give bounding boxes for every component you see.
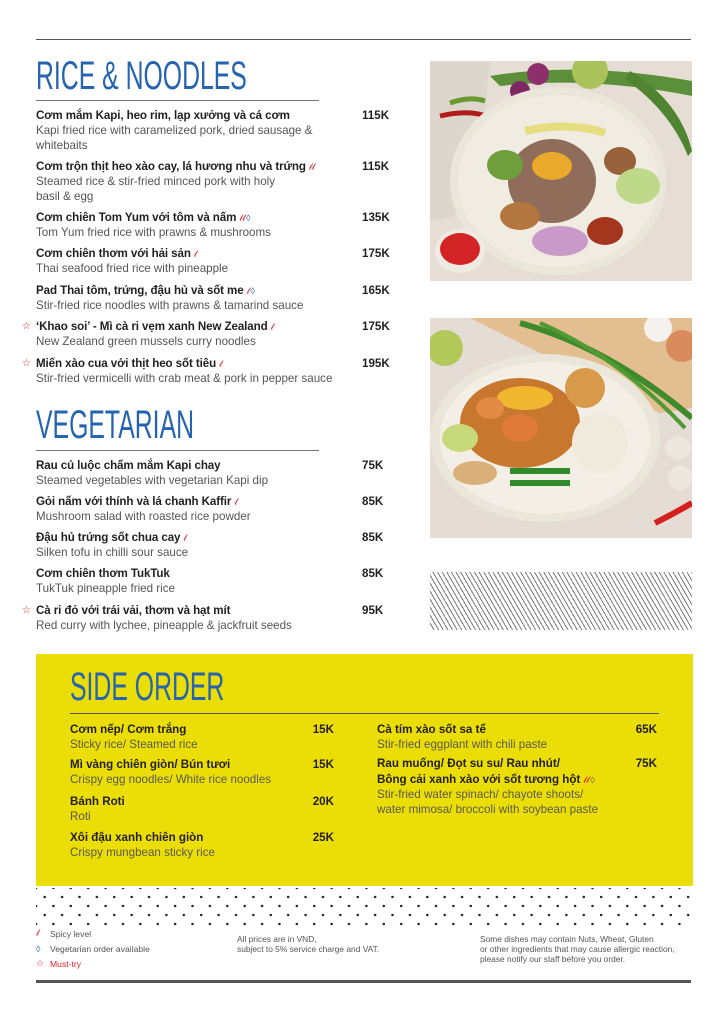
star-icon: ☆ bbox=[22, 605, 31, 616]
menu-item bbox=[22, 357, 396, 386]
top-divider bbox=[36, 39, 691, 40]
item-price: 75K bbox=[362, 459, 384, 472]
chili-icon: 𝓁 bbox=[234, 497, 238, 507]
item-price: 115K bbox=[362, 109, 390, 122]
leaf-icon: ◊ bbox=[250, 286, 255, 296]
star-icon: ☆ bbox=[22, 358, 31, 369]
item-description: Roti bbox=[70, 810, 91, 823]
item-name: Miến xào cua với thịt heo sốt tiêu bbox=[36, 357, 217, 370]
leaf-icon: ◊ bbox=[36, 943, 41, 954]
item-description: Tom Yum fried rice with prawns & mushrooms bbox=[36, 226, 271, 239]
chili-icon: 𝓁 bbox=[219, 359, 222, 369]
leaf-icon: ◊ bbox=[246, 213, 251, 223]
item-name: Rau củ luộc chấm mắm Kapi chay bbox=[36, 459, 221, 472]
chili-icon: 𝓁𝓁 bbox=[239, 213, 246, 223]
item-name: Pad Thai tôm, trứng, đậu hủ và sốt me bbox=[36, 284, 244, 297]
item-description: Stir-fried vermicelli with crab meat & pork in pepper sauce bbox=[36, 372, 333, 385]
item-description: Thai seafood fried rice with pineapple bbox=[36, 262, 229, 275]
item-name: Cơm chiên Tom Yum với tôm và nấm bbox=[36, 211, 237, 224]
item-description: Silken tofu in chilli sour sauce bbox=[36, 546, 189, 559]
star-icon: ☆ bbox=[22, 321, 31, 332]
photo-pad-thai bbox=[430, 318, 692, 538]
chili-icon: 𝓁 bbox=[246, 286, 250, 296]
item-price: 175K bbox=[362, 320, 390, 333]
item-name: Cơm chiên thơm với hải sản bbox=[36, 247, 191, 260]
decorative-dot-pattern bbox=[36, 888, 693, 928]
legend bbox=[36, 926, 150, 971]
title-divider bbox=[70, 713, 659, 714]
item-description: Mushroom salad with roasted rice powder bbox=[36, 510, 251, 523]
menu-item bbox=[22, 604, 396, 633]
chili-icon: 𝓁𝓁 bbox=[583, 775, 590, 785]
item-description: Steamed rice & stir-fried minced pork with holy basil & egg bbox=[36, 175, 276, 203]
item-description: TukTuk pineapple fried rice bbox=[36, 582, 175, 595]
allergy-note-line: please notify our staff before you order. bbox=[480, 954, 626, 964]
legend-vegetarian: Vegetarian order available bbox=[50, 943, 150, 954]
menu-item bbox=[22, 320, 396, 349]
chili-icon: 𝓁𝓁 bbox=[308, 162, 315, 172]
item-name: Cơm nếp/ Cơm trắng bbox=[70, 723, 187, 736]
star-icon: ☆ bbox=[36, 958, 45, 968]
section-title-side-order: SIDE ORDER bbox=[70, 665, 225, 709]
item-name: ‘Khao soi’ - Mì cà ri vẹm xanh New Zealand bbox=[36, 320, 268, 333]
side-item bbox=[70, 723, 334, 752]
chili-icon: 𝓁 bbox=[270, 322, 274, 332]
section-title-vegetarian: VEGETARIAN bbox=[36, 403, 195, 447]
side-item bbox=[377, 757, 657, 817]
item-price: 65K bbox=[635, 723, 657, 736]
menu-item bbox=[36, 211, 396, 240]
side-item bbox=[377, 723, 657, 752]
menu-item bbox=[36, 109, 396, 153]
item-description: Red curry with lychee, pineapple & jackfruit seeds bbox=[36, 619, 292, 632]
item-description: New Zealand green mussels curry noodles bbox=[36, 335, 256, 348]
menu-item bbox=[36, 247, 396, 276]
item-name: Bánh Roti bbox=[70, 795, 125, 808]
item-description: Crispy mungbean sticky rice bbox=[70, 846, 215, 859]
item-price: 25K bbox=[312, 831, 334, 844]
allergy-note bbox=[480, 934, 675, 964]
item-name: Xôi đậu xanh chiên giòn bbox=[70, 831, 204, 844]
item-description: Steamed vegetables with vegetarian Kapi dip bbox=[36, 474, 269, 487]
item-price: 85K bbox=[362, 495, 384, 508]
allergy-note-line: Some dishes may contain Nuts, Wheat, Gluten bbox=[480, 934, 654, 944]
item-description: Stir-fried rice noodles with prawns & tamarind sauce bbox=[36, 299, 304, 312]
item-name: Đậu hủ trứng sốt chua cay bbox=[36, 531, 181, 544]
item-name: Cơm trộn thịt heo xào cay, lá hương nhu và trứng bbox=[36, 160, 306, 173]
item-name-line2: Bông cải xanh xào với sốt tương hột bbox=[377, 773, 581, 786]
item-name: Rau muống/ Đọt su su/ Rau nhút/ bbox=[377, 757, 560, 770]
item-price: 75K bbox=[635, 757, 657, 770]
item-name: Mì vàng chiên giòn/ Bún tươi bbox=[70, 758, 231, 771]
item-price: 95K bbox=[362, 604, 384, 617]
menu-item bbox=[36, 284, 396, 313]
price-note bbox=[237, 934, 379, 954]
leaf-icon: ◊ bbox=[590, 775, 595, 785]
item-name: Cà tím xào sốt sa tế bbox=[377, 723, 486, 736]
legend-must-try: Must-try bbox=[50, 958, 82, 969]
item-name: Cơm mắm Kapi, heo rim, lạp xưởng và cá cơm bbox=[36, 109, 290, 122]
item-name: Gỏi nấm với thính và lá chanh Kaffir bbox=[36, 495, 232, 508]
title-divider bbox=[36, 450, 319, 451]
price-note-line: All prices are in VND, bbox=[237, 934, 317, 944]
side-item bbox=[70, 758, 334, 787]
bottom-divider bbox=[36, 980, 691, 983]
item-price: 15K bbox=[312, 723, 334, 736]
allergy-note-line: or other ingredients that may cause allergic reaction, bbox=[480, 944, 675, 954]
item-description: Kapi fried rice with caramelized pork, dried sausage & whitebaits bbox=[36, 124, 313, 152]
chili-icon: 𝓁 bbox=[36, 928, 39, 938]
decorative-hatch-pattern bbox=[430, 572, 692, 630]
item-price: 135K bbox=[362, 211, 390, 224]
section-title-rice-noodles: RICE & NOODLES bbox=[36, 54, 247, 98]
side-item bbox=[70, 831, 334, 860]
item-price: 165K bbox=[362, 284, 390, 297]
title-divider bbox=[36, 100, 319, 101]
item-description: Sticky rice/ Steamed rice bbox=[70, 738, 198, 751]
menu-item bbox=[36, 160, 396, 204]
item-price: 85K bbox=[362, 531, 384, 544]
item-price: 115K bbox=[362, 160, 390, 173]
item-price: 85K bbox=[362, 567, 384, 580]
item-description: Crispy egg noodles/ White rice noodles bbox=[70, 773, 272, 786]
price-note-line: subject to 5% service charge and VAT. bbox=[237, 944, 380, 954]
side-item bbox=[70, 795, 334, 824]
photo-kapi-fried-rice bbox=[430, 61, 692, 281]
item-price: 195K bbox=[362, 357, 390, 370]
item-name: Cà ri đỏ với trái vải, thơm và hạt mít bbox=[36, 604, 231, 617]
item-name: Cơm chiên thơm TukTuk bbox=[36, 567, 170, 580]
menu-item bbox=[36, 531, 396, 560]
item-price: 175K bbox=[362, 247, 390, 260]
item-description: Stir-fried water spinach/ chayote shoots/ bbox=[377, 788, 584, 801]
chili-icon: 𝓁 bbox=[193, 249, 197, 259]
menu-item bbox=[36, 459, 396, 488]
legend-spicy: Spicy level bbox=[50, 928, 92, 939]
item-price: 15K bbox=[312, 758, 334, 771]
chili-icon: 𝓁 bbox=[183, 533, 187, 543]
menu-item bbox=[36, 495, 396, 524]
item-description: Stir-fried eggplant with chili paste bbox=[377, 738, 548, 751]
item-description-line2: water mimosa/ broccoli with soybean paste bbox=[377, 803, 599, 816]
menu-item bbox=[36, 567, 396, 596]
item-price: 20K bbox=[312, 795, 334, 808]
